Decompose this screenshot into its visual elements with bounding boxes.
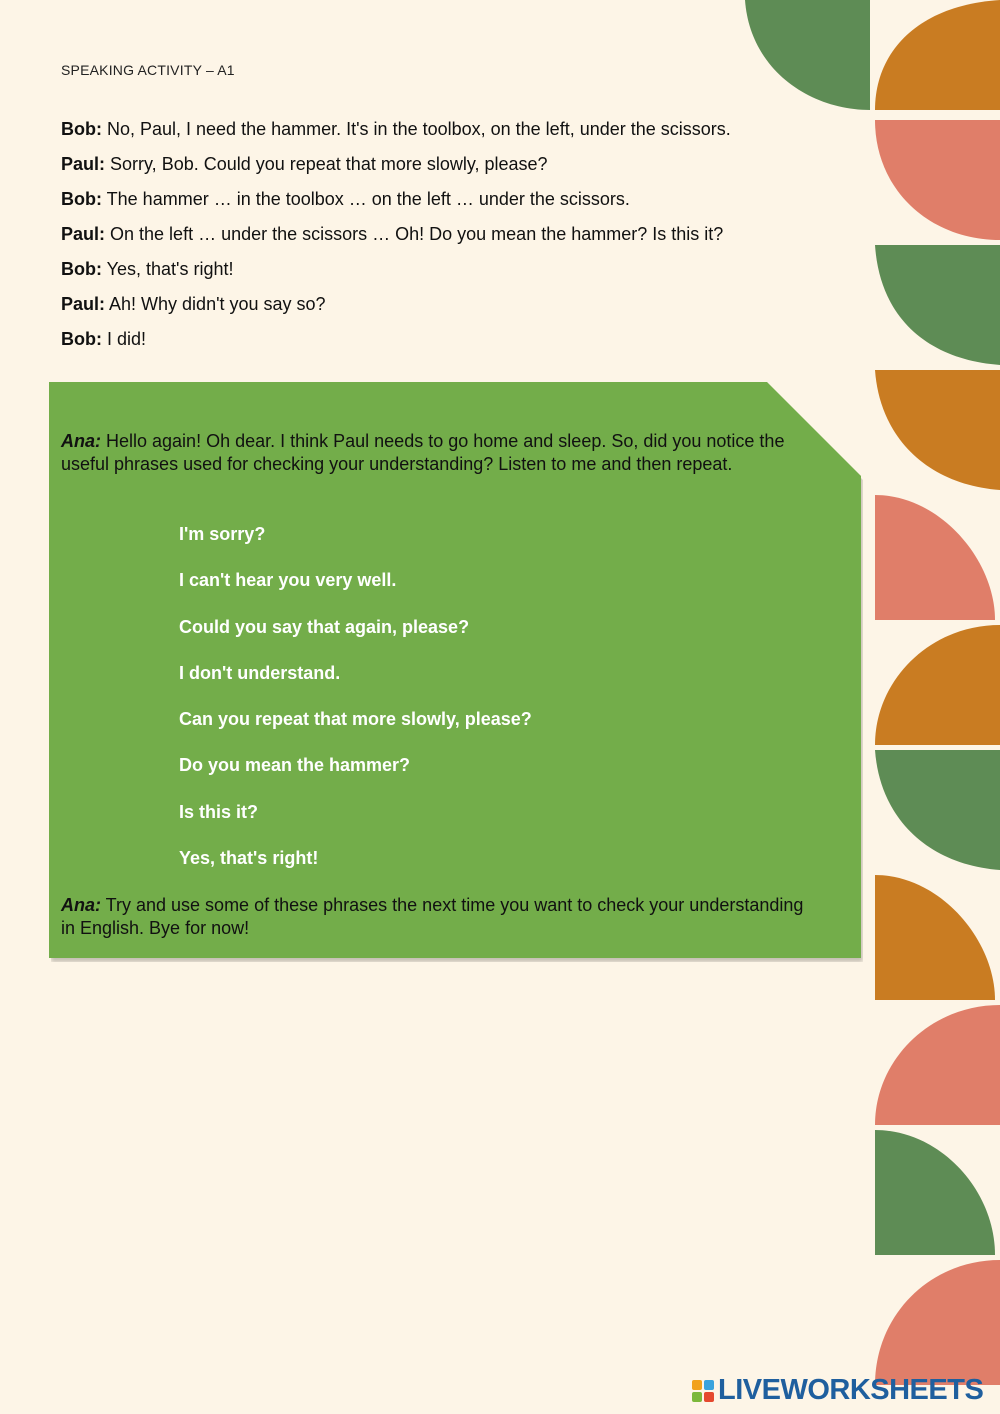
speaker-name: Paul: — [61, 224, 106, 244]
speaker-name: Ana: — [61, 895, 101, 915]
line-text: Sorry, Bob. Could you repeat that more slowly, please? — [105, 154, 548, 174]
line-text: Ah! Why didn't you say so? — [105, 294, 326, 314]
speaker-name: Bob: — [61, 189, 102, 209]
phrase-item: I'm sorry? — [179, 524, 266, 544]
phrase-list — [179, 522, 532, 892]
logo-text: LIVEWORKSHEETS — [718, 1374, 984, 1406]
speaker-name: Paul: — [61, 154, 106, 174]
speaker-name: Ana: — [61, 431, 101, 451]
deco-shapes — [745, 0, 1000, 1385]
phrase-item: I don't understand. — [179, 662, 341, 683]
speaker-name: Paul: — [61, 294, 106, 314]
note-outro — [61, 894, 811, 940]
decorative-pattern — [740, 0, 1000, 1414]
page-title: SPEAKING ACTIVITY – A1 — [61, 62, 235, 78]
line-text: No, Paul, I need the hammer. It's in the toolbox, on the left, under the scissors. — [101, 119, 731, 139]
speaker-name: Bob: — [61, 119, 102, 139]
phrase-item: I can't hear you very well. — [179, 570, 397, 591]
liveworksheets-logo-icon — [692, 1380, 714, 1402]
line-text: Yes, that's right! — [101, 259, 234, 279]
note-intro — [61, 430, 811, 476]
line-text: I did! — [101, 329, 147, 349]
intro-text: Hello again! Oh dear. I think Paul needs to go home and sleep. So, did you notice the useful phrases used for checking your understanding? Listen to me and then repeat. — [61, 431, 785, 474]
phrase-item: Is this it? — [179, 801, 259, 822]
line-text: The hammer … in the toolbox … on the left … under the scissors. — [101, 189, 630, 209]
speaker-name: Bob: — [61, 329, 102, 349]
speaker-name: Bob: — [61, 259, 102, 279]
phrase-item: Can you repeat that more slowly, please? — [179, 709, 532, 730]
outro-text: Try and use some of these phrases the next time you want to check your understanding in English. Bye for now! — [61, 895, 804, 938]
line-text: On the left … under the scissors … Oh! Do you mean the hammer? Is this it? — [105, 224, 724, 244]
phrase-item: Do you mean the hammer? — [179, 755, 411, 776]
phrase-item: Yes, that's right! — [179, 848, 319, 869]
liveworksheets-logo — [692, 1374, 983, 1407]
phrase-item: Could you say that again, please? — [179, 616, 470, 637]
